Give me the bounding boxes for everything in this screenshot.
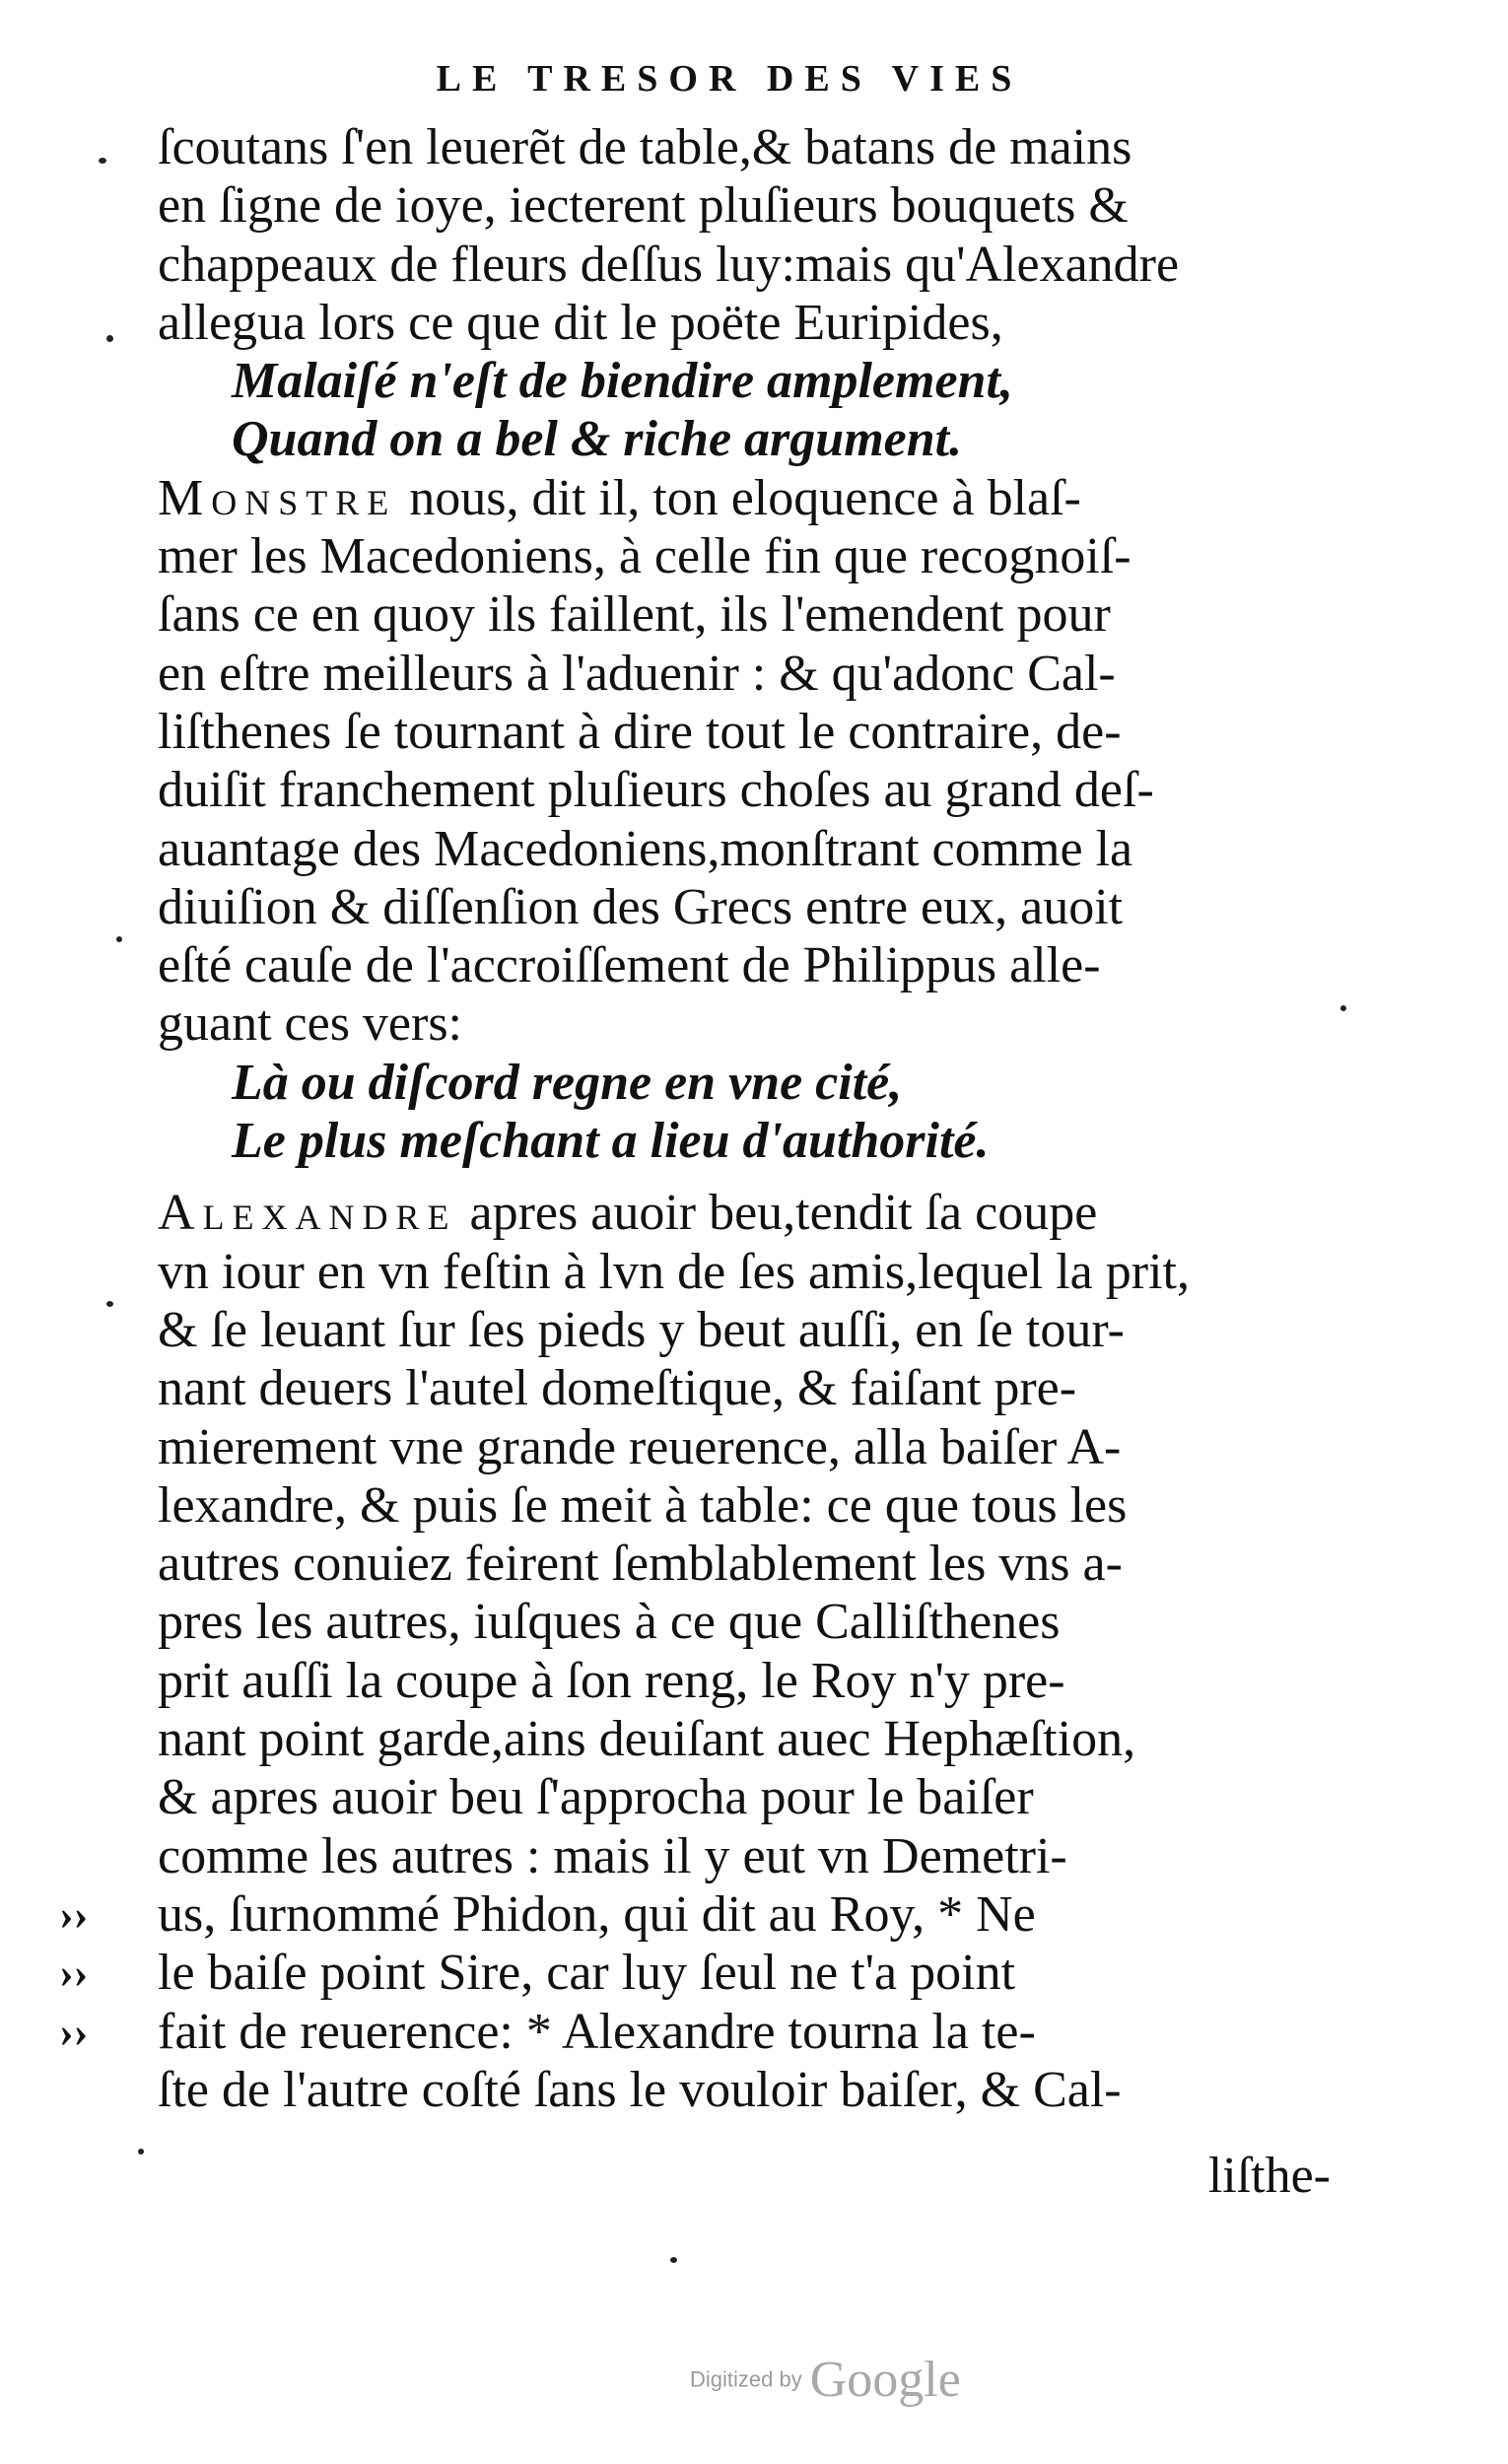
verse-line [158,410,1331,468]
ink-speck [670,2257,677,2263]
text-line [158,1418,1331,1476]
quotation-mark: ›› [59,2007,89,2056]
text-line [158,936,1331,994]
text-line [158,2003,1331,2061]
text-line [158,1885,1331,1944]
ink-speck [99,158,106,164]
line-text: eſté cauſe de l'accroiſſement de Philippus alle- [158,937,1101,994]
text-line [158,1827,1331,1885]
ink-speck [106,1301,113,1307]
text-line [158,878,1331,936]
line-text: allegua lors ce que dit le poëte Euripides, [158,294,1003,351]
line-text: mer les Macedoniens, à celle fin que recognoiſ- [158,528,1131,585]
text-line [158,761,1331,819]
text-line [158,703,1331,761]
line-text: & apres auoir beu ſ'approcha pour le baiſer [158,1769,1034,1826]
line-text: liſthenes ſe tournant à dire tout le contraire, de- [158,703,1122,760]
text-line [158,1184,1331,1242]
line-text: vn iour en vn feſtin à lvn de ſes amis,lequel la prit, [158,1243,1190,1300]
quotation-mark: ›› [59,1949,89,1998]
verse-line [158,352,1331,410]
text-line [158,1535,1331,1593]
text-line [158,469,1331,527]
line-text: chappeaux de fleurs deſſus luy:mais qu'Alexandre [158,236,1180,293]
ink-speck [106,335,113,342]
text-block [158,118,1331,2205]
line-text: auantage des Macedoniens,monſtrant comme la [158,820,1133,877]
line-text: prit auſſi la coupe à ſon reng, le Roy n'y pre- [158,1652,1065,1709]
text-line [158,1476,1331,1535]
line-text: mierement vne grande reuerence, alla baiſer A- [158,1418,1122,1475]
text-line [158,820,1331,878]
line-text: fait de reuerence: * Alexandre tourna la te- [158,2003,1036,2060]
google-logo: Google [809,2352,961,2408]
text-line [158,118,1331,176]
text-line [158,994,1331,1053]
line-text: comme les autres : mais il y eut vn Demetri- [158,1827,1067,1884]
line-text: ſcoutans ſ'en leuerẽt de table,& batans de mains [158,119,1132,175]
line-text: diuiſion & diſſenſion des Grecs entre eux, auoit [158,878,1124,935]
line-text: us, ſurnommé Phidon, qui dit au Roy, * Ne [158,1885,1036,1943]
text-line [158,1243,1331,1301]
line-text: en ſigne de ioye, iecterent pluſieurs bouquets & [158,177,1129,235]
text-line [158,1301,1331,1359]
line-text: lexandre, & puis ſe meit à table: ce que tous les [158,1476,1128,1534]
line-text: duiſit franchement pluſieurs choſes au grand deſ- [158,762,1154,819]
text-line [158,236,1331,294]
small-caps-lead: Monstre [158,469,397,526]
text-line [158,1359,1331,1417]
text-line [158,645,1331,703]
line-text: apres auoir beu,tendit ſa coupe [456,1185,1098,1242]
line-text: nant point garde,ains deuiſant auec Hephæſtion, [158,1711,1136,1768]
line-text: en eſtre meilleurs à l'aduenir : & qu'adonc Cal- [158,645,1116,702]
line-text: & ſe leuant ſur ſes pieds y beut auſſi, en ſe tour- [158,1301,1125,1358]
running-head: LE TRESOR DES VIES [436,58,1023,100]
text-line [158,527,1331,585]
verse-line [158,1054,1331,1112]
text-line [158,1593,1331,1651]
line-text: le baiſe point Sire, car luy ſeul ne t'a point [158,1945,1016,2002]
line-text: Là ou diſcord regne en vne cité, [232,1054,903,1111]
text-line [158,294,1331,352]
line-text: pres les autres, iuſques à ce que Calliſthenes [158,1594,1061,1651]
text-line [158,176,1331,235]
line-text: ſans ce en quoy ils faillent, ils l'emendent pour [158,586,1111,644]
text-line [158,1652,1331,1710]
line-text: nous, dit il, ton eloquence à blaſ- [396,469,1081,526]
quotation-mark: ›› [59,1890,89,1939]
ink-speck [138,2149,144,2155]
line-text: Malaiſé n'eſt de biendire amplement, [232,353,1013,410]
text-line [158,585,1331,644]
digitization-watermark [690,2351,961,2409]
line-text: autres conuiez feirent ſemblablement les vns a- [158,1536,1123,1593]
line-text: nant deuers l'autel domeſtique, & faiſant pre- [158,1360,1077,1417]
small-caps-lead: Alexandre [158,1185,457,1242]
text-line [158,2061,1331,2119]
ink-speck [116,936,122,942]
ink-speck [1340,1005,1346,1011]
line-text: Quand on a bel & riche argument. [232,411,963,468]
text-line [158,1710,1331,1768]
verse-line [158,1112,1331,1170]
line-text: Le plus meſchant a lieu d'authorité. [232,1113,990,1170]
line-text: guant ces vers: [158,995,463,1053]
line-text: ſte de l'autre coſté ſans le vouloir baiſer, & Cal- [158,2061,1122,2118]
catchword: liſthe- [1207,2148,1331,2205]
digitized-by-label: Digitized by [690,2366,802,2392]
text-line [158,1944,1331,2002]
text-line [158,1768,1331,1826]
